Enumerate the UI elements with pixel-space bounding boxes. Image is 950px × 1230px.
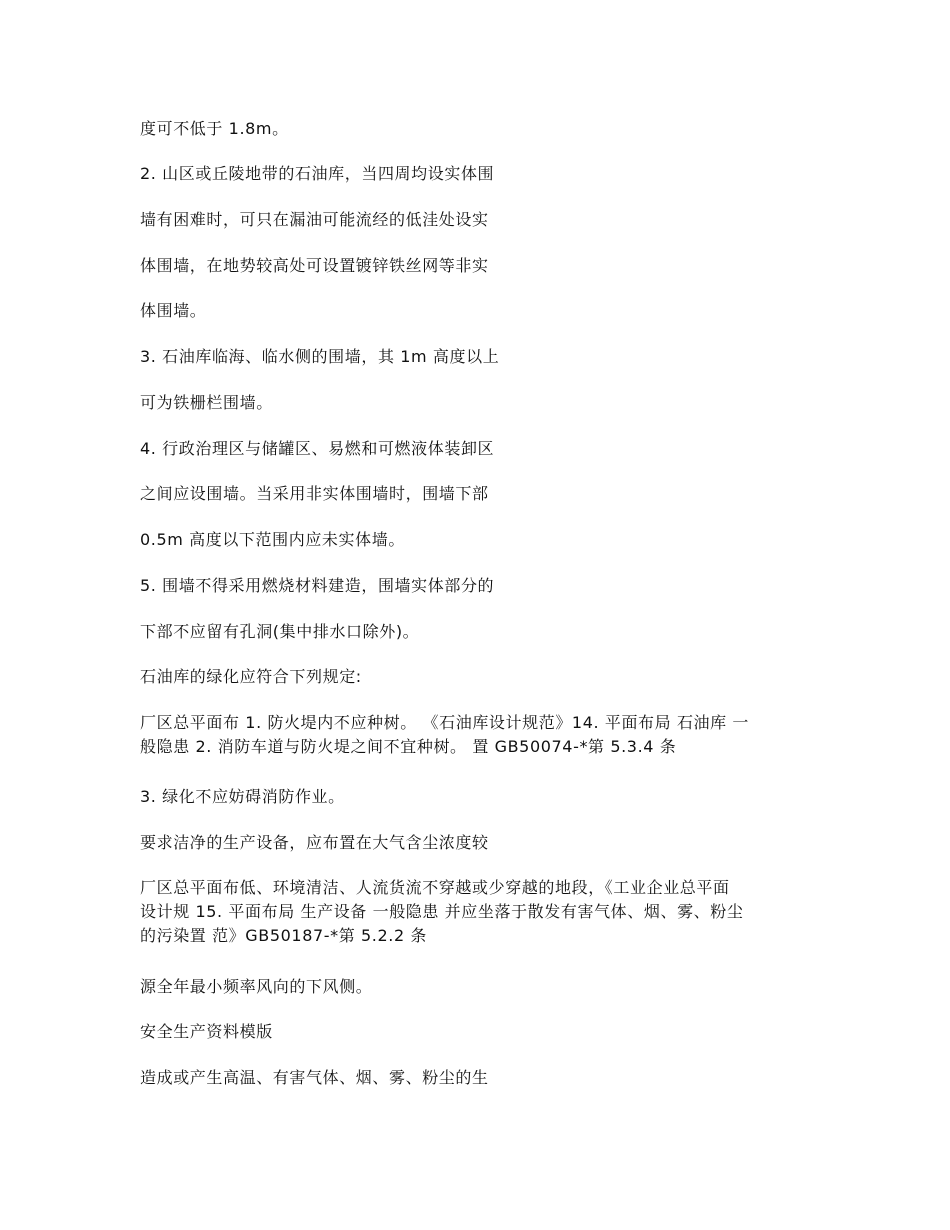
paragraph-line: 3. 绿化不应妨碍消防作业。 xyxy=(140,787,345,806)
paragraph-line: 之间应设围墙。当采用非实体围墙时，围墙下部 xyxy=(140,484,489,503)
table-row-line: 的污染置 范》GB50187-*第 5.2.2 条 xyxy=(140,926,428,945)
paragraph-line: 度可不低于 1.8m。 xyxy=(140,119,289,138)
table-row-line: 般隐患 2. 消防车道与防火堤之间不宜种树。 置 GB50074-*第 5.3.4 条 xyxy=(140,737,677,756)
paragraph-line: 5. 围墙不得采用燃烧材料建造，围墙实体部分的 xyxy=(140,576,495,595)
paragraph-line: 体围墙。 xyxy=(140,301,207,320)
paragraph-line: 下部不应留有孔洞(集中排水口除外)。 xyxy=(140,622,420,641)
paragraph-line: 安全生产资料模版 xyxy=(140,1022,273,1041)
paragraph-line: 4. 行政治理区与储罐区、易燃和可燃液体装卸区 xyxy=(140,439,495,458)
paragraph-line: 2. 山区或丘陵地带的石油库，当四周均设实体围 xyxy=(140,164,495,183)
paragraph-line: 石油库的绿化应符合下列规定: xyxy=(140,667,362,686)
paragraph-line: 源全年最小频率风向的下风侧。 xyxy=(140,977,373,996)
table-row-15 xyxy=(140,876,815,948)
paragraph-line: 墙有困难时，可只在漏油可能流经的低洼处设实 xyxy=(140,210,489,229)
table-row-line: 厂区总平面布低、环境清洁、人流货流不穿越或少穿越的地段，《工业企业总平面 xyxy=(140,878,730,897)
paragraph-line: 造成或产生高温、有害气体、烟、雾、粉尘的生 xyxy=(140,1068,489,1087)
table-row-line: 厂区总平面布 1. 防火堤内不应种树。 《石油库设计规范》14. 平面布局 石油库 一 xyxy=(140,713,750,732)
paragraph-line: 体围墙，在地势较高处可设置镀锌铁丝网等非实 xyxy=(140,256,489,275)
paragraph-line: 可为铁栅栏围墙。 xyxy=(140,393,273,412)
paragraph-line: 要求洁净的生产设备，应布置在大气含尘浓度较 xyxy=(140,833,489,852)
paragraph-line: 3. 石油库临海、临水侧的围墙，其 1m 高度以上 xyxy=(140,347,500,366)
table-row-line: 设计规 15. 平面布局 生产设备 一般隐患 并应坐落于散发有害气体、烟、雾、粉尘 xyxy=(140,902,744,921)
paragraph-line: 0.5m 高度以下范围内应未实体墙。 xyxy=(140,530,405,549)
table-row-14 xyxy=(140,711,815,759)
